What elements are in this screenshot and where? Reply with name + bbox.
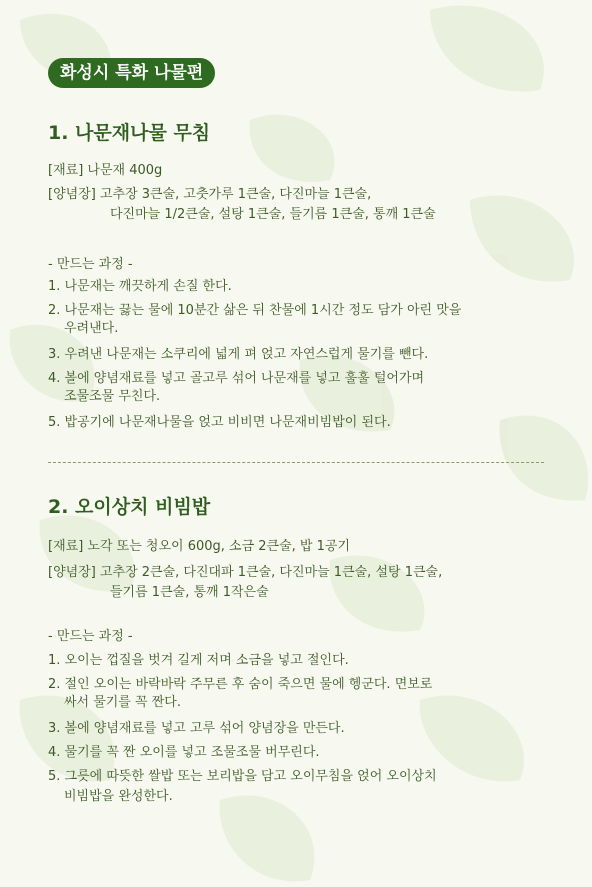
recipe2-step1: 1. 오이는 껍질을 벗겨 길게 저며 소금을 넣고 절인다. [48,653,349,668]
recipe1-step3: 3. 우려낸 나문재는 소쿠리에 넓게 펴 얹고 자연스럽게 물기를 뺀다. [48,347,429,362]
recipe2-step2a: 2. 절인 오이는 바락바락 주무른 후 숨이 죽으면 물에 헹군다. 면보로 [48,677,433,692]
recipe2-step5b: 비빔밥을 완성한다. [64,789,173,804]
recipe2-process-header: - 만드는 과정 - [48,629,133,644]
recipe1-step4a: 4. 볼에 양념재료를 넣고 골고루 섞어 나문재를 넣고 훌훌 털어가며 [48,371,425,386]
recipe2-step4: 4. 물기를 꼭 짠 오이를 넣고 조물조물 버무린다. [48,745,320,760]
recipe1-step4b: 조물조물 무친다. [64,389,161,404]
recipe1-seasoning-line1: [양념장] 고추장 3큰술, 고춧가루 1큰술, 다진마늘 1큰술, [48,187,372,202]
recipe2-step2b: 싸서 물기를 꼭 짠다. [64,695,181,710]
recipe2-step3: 3. 볼에 양념재료를 넣고 고루 섞어 양념장을 만든다. [48,721,345,736]
recipe1-step2b: 우려낸다. [64,321,119,336]
recipe1-seasoning-line2: 다진마늘 1/2큰술, 설탕 1큰술, 들기름 1큰술, 통깨 1큰술 [110,207,436,222]
recipe1-title: 1. 나문재나물 무침 [48,122,211,144]
recipe2-ingredients: [재료] 노각 또는 청오이 600g, 소금 2큰술, 밥 1공기 [48,539,351,554]
recipe1-process-header: - 만드는 과정 - [48,257,133,272]
recipe2-seasoning-line1: [양념장] 고추장 2큰술, 다진대파 1큰술, 다진마늘 1큰술, 설탕 1큰술, [48,565,443,580]
recipe1-step2a: 2. 나문재는 끓는 물에 10분간 삶은 뒤 찬물에 1시간 정도 담가 아린 맛을 [48,303,462,318]
recipe1-step1: 1. 나문재는 깨끗하게 손질 한다. [48,279,232,294]
section-badge: 화성시 특화 나물편 [48,58,215,88]
recipe2-seasoning-line2: 들기름 1큰술, 통깨 1작은술 [110,585,269,600]
recipe1-step5: 5. 밥공기에 나문재나물을 얹고 비비면 나문재비빔밥이 된다. [48,415,391,430]
recipe1-ingredients: [재료] 나문재 400g [48,163,163,178]
recipe2-step5a: 5. 그릇에 따뜻한 쌀밥 또는 보리밥을 담고 오이무침을 얹어 오이상치 [48,769,437,784]
section-divider [48,462,544,463]
recipe2-title: 2. 오이상치 비빔밥 [48,496,211,518]
